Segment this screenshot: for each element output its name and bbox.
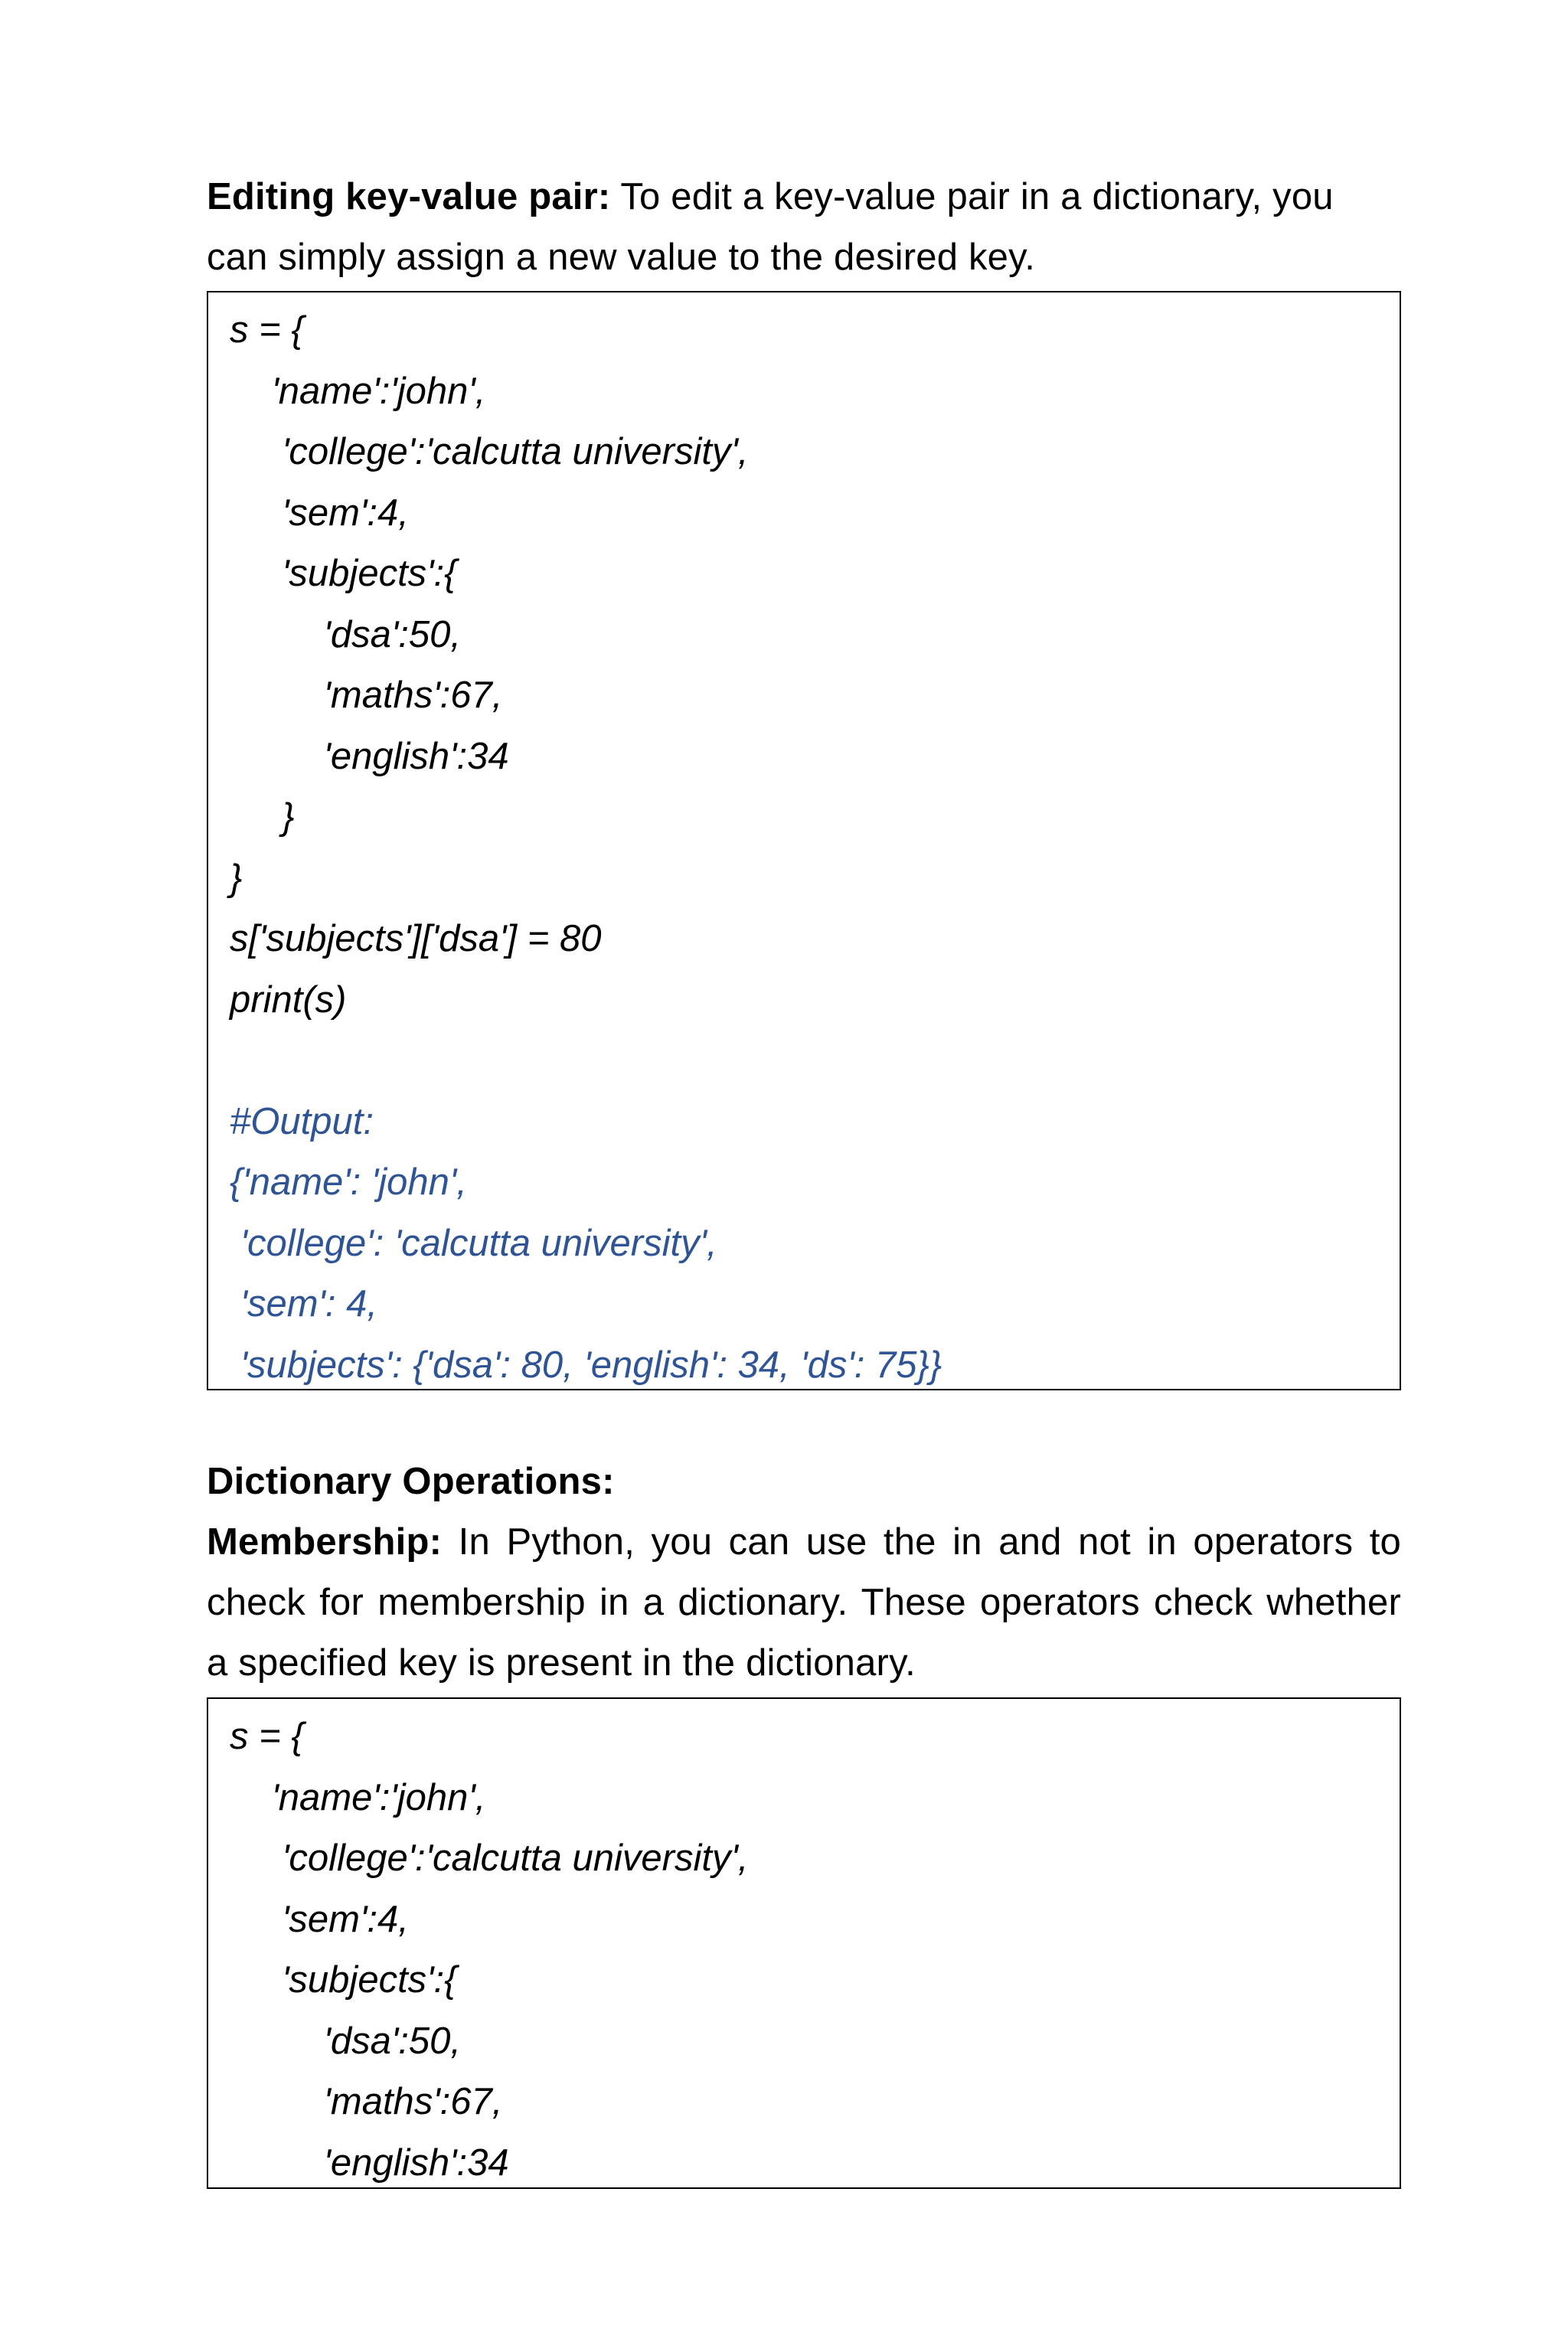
membership-paragraph — [207, 1512, 1401, 1694]
code-line: print(s) — [230, 978, 347, 1021]
code-line: 'name':'john', — [230, 1776, 486, 1818]
code-line: } — [230, 796, 295, 838]
code-line: 'maths':67, — [230, 675, 503, 716]
code-line: 'sem':4, — [230, 1898, 409, 1940]
output-comment: #Output: — [230, 1100, 374, 1142]
editing-intro-line-2: can simply assign a new value to the desired key. — [207, 237, 1036, 278]
dictionary-operations-heading — [207, 1452, 1401, 1512]
code-block-editing — [207, 291, 1401, 1390]
code-line: } — [230, 857, 243, 899]
editing-intro-paragraph — [207, 167, 1401, 288]
editing-heading: Editing key-value pair: — [207, 176, 611, 217]
code-line: 'college':'calcutta university', — [230, 431, 749, 472]
code-line: 'dsa':50, — [230, 613, 461, 655]
code-line: 'sem':4, — [230, 492, 409, 534]
editing-intro-line-1 — [207, 167, 1401, 227]
code-line: s['subjects']['dsa'] = 80 — [230, 918, 602, 959]
code-line: 'maths':67, — [230, 2081, 503, 2122]
output-line: 'sem': 4, — [230, 1283, 377, 1325]
code-line: 'subjects':{ — [230, 1959, 457, 2001]
output-line: {'name': 'john', — [230, 1161, 467, 1203]
code-line: 'dsa':50, — [230, 2020, 461, 2062]
output-line: 'college': 'calcutta university', — [230, 1222, 717, 1264]
dictionary-operations-heading-text: Dictionary Operations: — [207, 1461, 615, 1502]
output-line: 'subjects': {'dsa': 80, 'english': 34, 'ds': 75}} — [230, 1344, 942, 1386]
code-line-blank — [230, 1031, 1400, 1092]
code-line: 'subjects':{ — [230, 553, 457, 594]
dictionary-operations-section — [207, 1452, 1401, 1694]
code-block-membership — [207, 1697, 1401, 2189]
code-line: s = { — [230, 1716, 304, 1757]
code-line: s = { — [230, 309, 304, 351]
code-line: 'college':'calcutta university', — [230, 1838, 749, 1879]
code-line: 'english':34 — [230, 735, 509, 777]
code-line: 'english':34 — [230, 2141, 509, 2184]
code-line: 'name':'john', — [230, 370, 486, 412]
membership-text: In Python, you can use the in and not in operators to check for membership in a dictionary. These operators check whether a specified key is present in the dictionary. — [207, 1521, 1401, 1684]
membership-label: Membership: — [207, 1521, 443, 1563]
editing-intro-text-1: To edit a key-value pair in a dictionary, you — [610, 176, 1334, 217]
